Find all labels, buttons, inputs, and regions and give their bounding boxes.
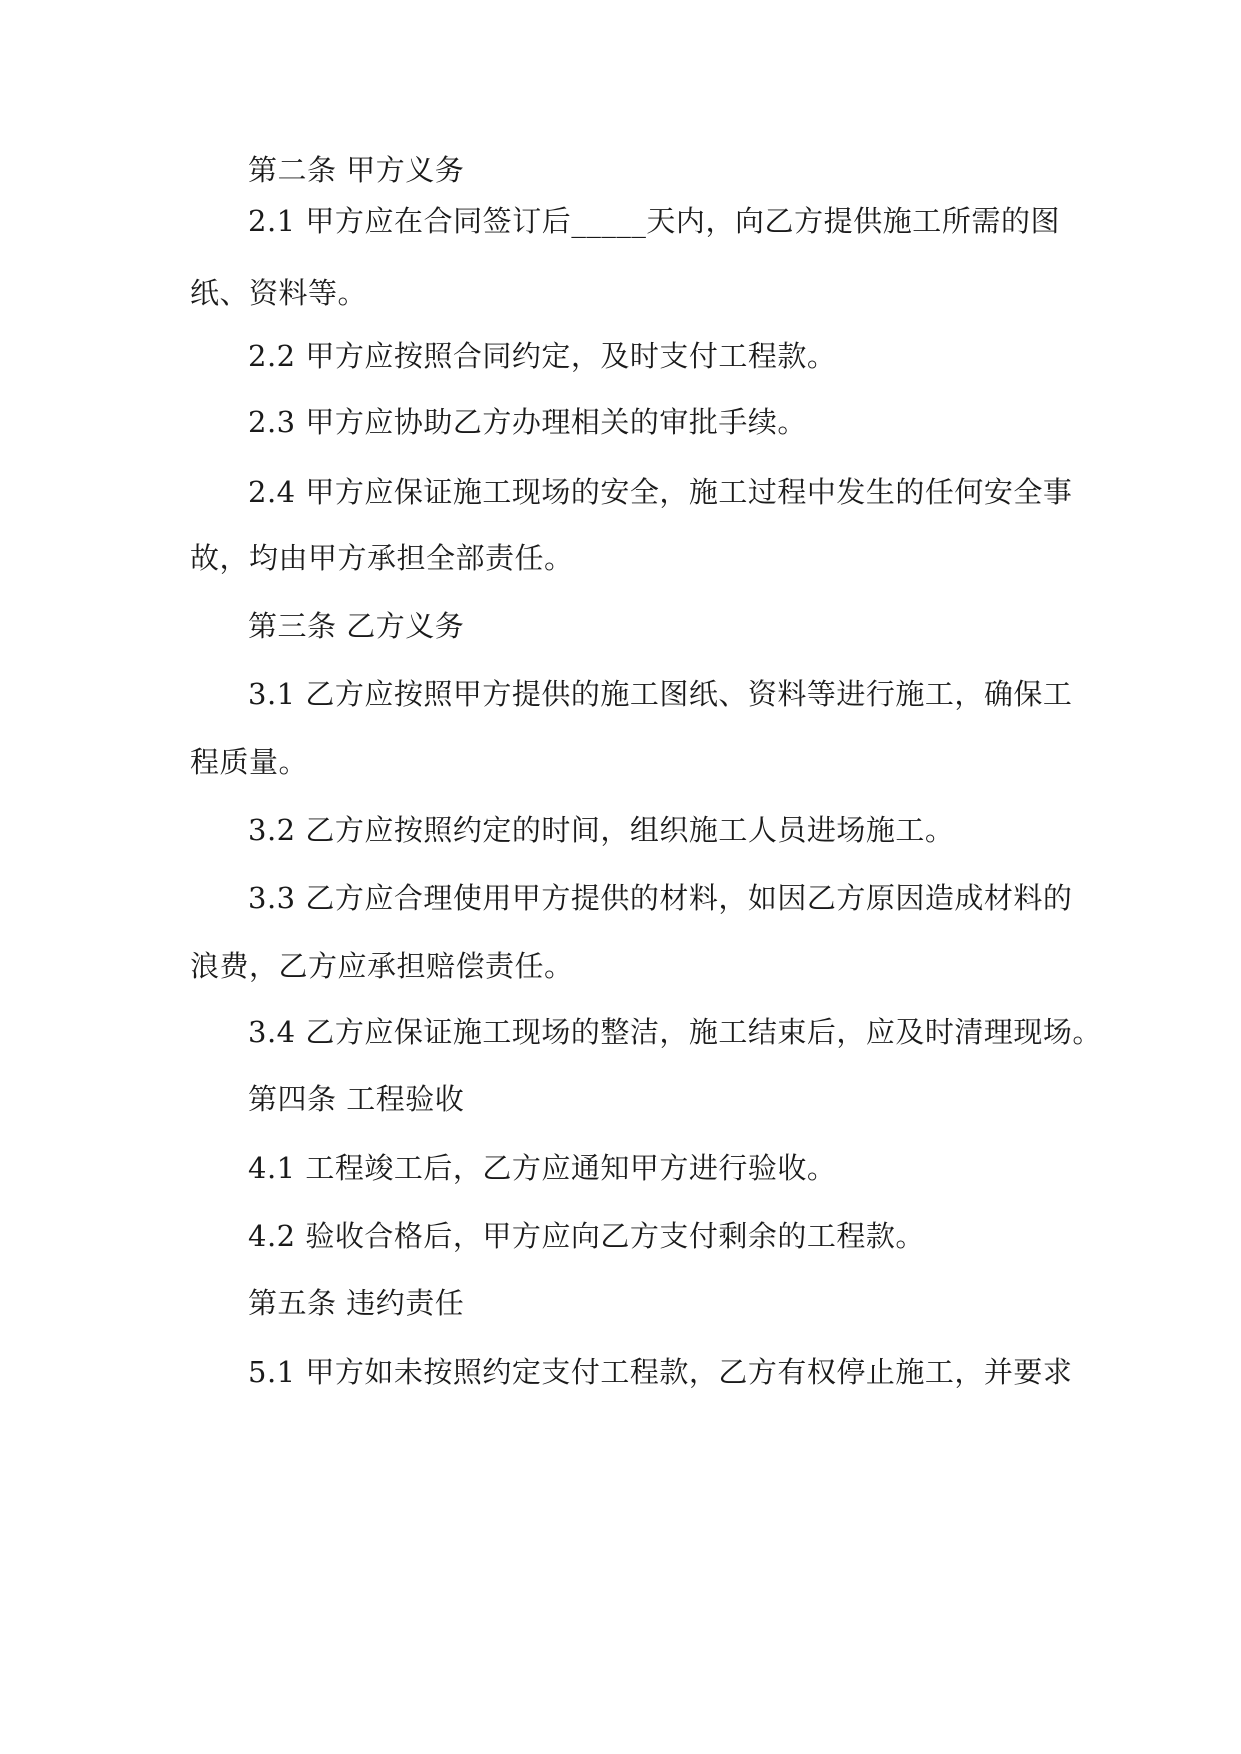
article-4-heading: 第四条 工程验收 [248, 1082, 465, 1116]
clause-2-4-line-2: 故，均由甲方承担全部责任。 [190, 541, 574, 575]
clause-3-4: 3.4 乙方应保证施工现场的整洁，施工结束后，应及时清理现场。 [248, 1015, 1102, 1049]
clause-4-2: 4.2 验收合格后，甲方应向乙方支付剩余的工程款。 [248, 1219, 925, 1253]
clause-3-2: 3.2 乙方应按照约定的时间，组织施工人员进场施工。 [248, 813, 955, 847]
clause-3-3-line-2: 浪费，乙方应承担赔偿责任。 [190, 949, 574, 983]
clause-2-1-line-2: 纸、资料等。 [190, 276, 368, 310]
clause-2-1-line-1: 2.1 甲方应在合同签订后_____天内，向乙方提供施工所需的图 [248, 204, 1060, 238]
clause-2-4-line-1: 2.4 甲方应保证施工现场的安全，施工过程中发生的任何安全事 [248, 475, 1073, 509]
article-3-heading: 第三条 乙方义务 [248, 609, 465, 643]
clause-3-1-line-1: 3.1 乙方应按照甲方提供的施工图纸、资料等进行施工，确保工 [248, 677, 1073, 711]
clause-2-3: 2.3 甲方应协助乙方办理相关的审批手续。 [248, 405, 807, 439]
article-5-heading: 第五条 违约责任 [248, 1286, 465, 1320]
article-2-heading: 第二条 甲方义务 [248, 153, 465, 187]
clause-2-2: 2.2 甲方应按照合同约定，及时支付工程款。 [248, 339, 837, 373]
clause-5-1-line-1: 5.1 甲方如未按照约定支付工程款，乙方有权停止施工，并要求 [248, 1355, 1073, 1389]
clause-3-1-line-2: 程质量。 [190, 745, 309, 779]
clause-3-3-line-1: 3.3 乙方应合理使用甲方提供的材料，如因乙方原因造成材料的 [248, 881, 1073, 915]
clause-4-1: 4.1 工程竣工后，乙方应通知甲方进行验收。 [248, 1151, 837, 1185]
